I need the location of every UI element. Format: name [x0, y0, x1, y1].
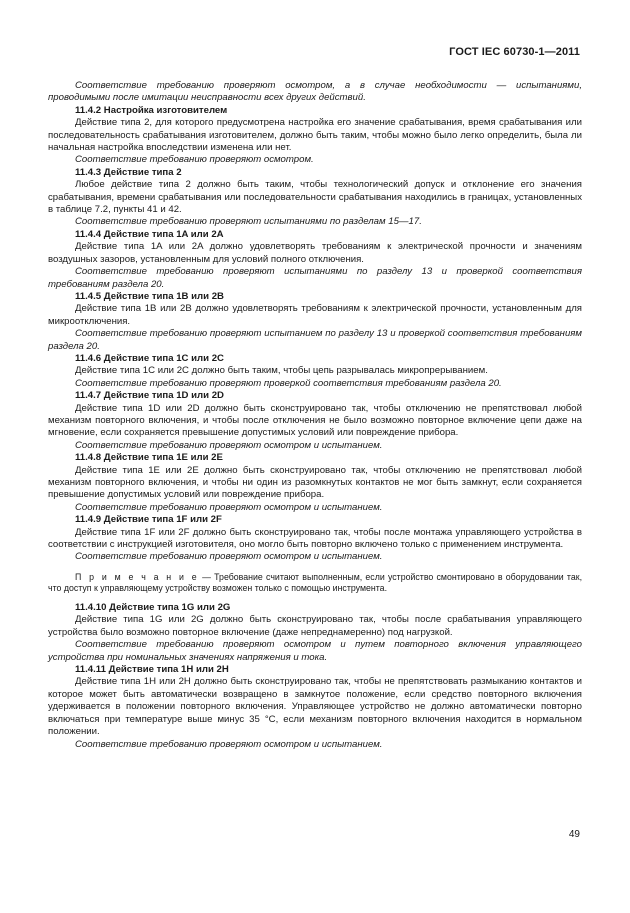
clause-heading: 11.4.2 Настройка изготовителем: [75, 104, 228, 116]
compliance-text: Соответствие требованию проверяют осмотром и испытанием.: [75, 439, 383, 451]
clause-heading: 11.4.6 Действие типа 1C или 2C: [75, 352, 224, 364]
clause-heading: 11.4.4 Действие типа 1A или 2A: [75, 228, 224, 240]
compliance-text: Соответствие требованию проверяют испытаниями по разделу 13 и проверкой соответствия требованиям раздела 20.: [48, 266, 582, 290]
compliance-text: Соответствие требованию проверяют осмотром и испытанием.: [75, 551, 383, 563]
body-text: Действие типа 1E или 2E должно быть сконструировано так, чтобы отключению не препятствовал любой механизм повторного включения, и чтобы ни один из разомкнутых контактов не мог быть замкнут, если сохраняется превышение допустимых условий или повреждение прибора.: [48, 464, 582, 501]
page-content: [48, 80, 582, 751]
compliance-text: Соответствие требованию проверяют испытанием по разделу 13 и проверкой соответствия требованиям раздела 20.: [48, 328, 582, 352]
clause-heading: 11.4.9 Действие типа 1F или 2F: [75, 514, 222, 526]
body-text: Действие типа 2, для которого предусмотрена настройка его значение срабатывания, время срабатывания или последовательность срабатывания изготовителем, должно быть таким, чтобы можно было легко определить, была ли начальная настройка впоследствии изменена или нет.: [48, 117, 582, 154]
compliance-text: Соответствие требованию проверяют проверкой соответствия требованиям раздела 20.: [75, 377, 502, 389]
body-text: Любое действие типа 2 должно быть таким, чтобы технологический допуск и отклонение его значения срабатывания, времени срабатывания или последовательности срабатывания находились в границах, установленных в таблице 7.2, пункты 41 и 42.: [48, 179, 582, 216]
document-code: ГОСТ IEC 60730-1—2011: [449, 46, 580, 58]
compliance-text: Соответствие требованию проверяют осмотром и испытанием.: [75, 501, 383, 513]
body-text: Действие типа 1D или 2D должно быть сконструировано так, чтобы отключению не препятствовал любой механизм повторного включения, и чтобы после отключения не было возможно повторное включение цепи даже на мгновение, если сохраняется превышение допустимых условий или повреждение прибора.: [48, 402, 582, 439]
compliance-text: Соответствие требованию проверяют испытаниями по разделам 15—17.: [75, 216, 422, 228]
body-text: Действие типа 1F или 2F должно быть сконструировано так, чтобы после монтажа управляющего устройства в соответствии с инструкцией изготовителя, оно могло быть повторно включено только с применением инструмента.: [48, 526, 582, 551]
note-text: — Требование считают выполненным, если устройство смонтировано в оборудовании так, что доступ к управляющему устройству возможен только с помощью инструмента.: [48, 571, 583, 594]
note-paragraph: [48, 572, 582, 595]
clause-heading: 11.4.7 Действие типа 1D или 2D: [75, 390, 224, 402]
body-text: Действие типа 1A или 2A должно удовлетворять требованиям к электрической прочности и значениям воздушных зазоров, установленным для условий полного отключения.: [48, 241, 582, 265]
compliance-text: Соответствие требованию проверяют осмотром и испытанием.: [75, 738, 383, 750]
body-text: Действие типа 1G или 2G должно быть сконструировано так, чтобы после срабатывания управляющего устройства было возможно повторное включение (даже непреднамеренно) под нагрузкой.: [48, 614, 582, 638]
body-text: Действие типа 1B или 2B должно удовлетворять требованиям к электрической прочности, установленным для микроотключения.: [48, 303, 582, 327]
clause-heading: 11.4.3 Действие типа 2: [75, 166, 182, 178]
compliance-text: Соответствие требованию проверяют осмотром и путем повторного включения управляющего устройства при номинальных значениях напряжения и тока.: [48, 639, 582, 663]
page-number: 49: [568, 829, 580, 840]
body-text: Действие типа 1H или 2H должно быть сконструировано так, чтобы не препятствовать размыканию контактов и которое может быть автоматически возвращено в замкнутое положение, если средство повторного включения удерживается в положении повторного включения. Управляющее устройство не должно автоматически повторно включаться при температуре выше минус 35 °С, если механизм повторного включения находится в нормальном положении.: [48, 676, 582, 738]
note-label: П р и м е ч а н и е: [75, 571, 199, 582]
body-text: Действие типа 1C или 2C должно быть таким, чтобы цепь разрывалась микропрерыванием.: [75, 365, 488, 377]
compliance-text: Соответствие требованию проверяют осмотром, а в случае необходимости — испытаниями, проводимыми после имитации неисправности всех других действий.: [48, 80, 582, 104]
clause-heading: 11.4.5 Действие типа 1B или 2B: [75, 290, 224, 302]
compliance-text: Соответствие требованию проверяют осмотром.: [75, 154, 314, 166]
clause-heading: 11.4.10 Действие типа 1G или 2G: [75, 602, 231, 614]
clause-heading: 11.4.11 Действие типа 1H или 2H: [75, 664, 229, 676]
clause-heading: 11.4.8 Действие типа 1E или 2E: [75, 452, 223, 464]
